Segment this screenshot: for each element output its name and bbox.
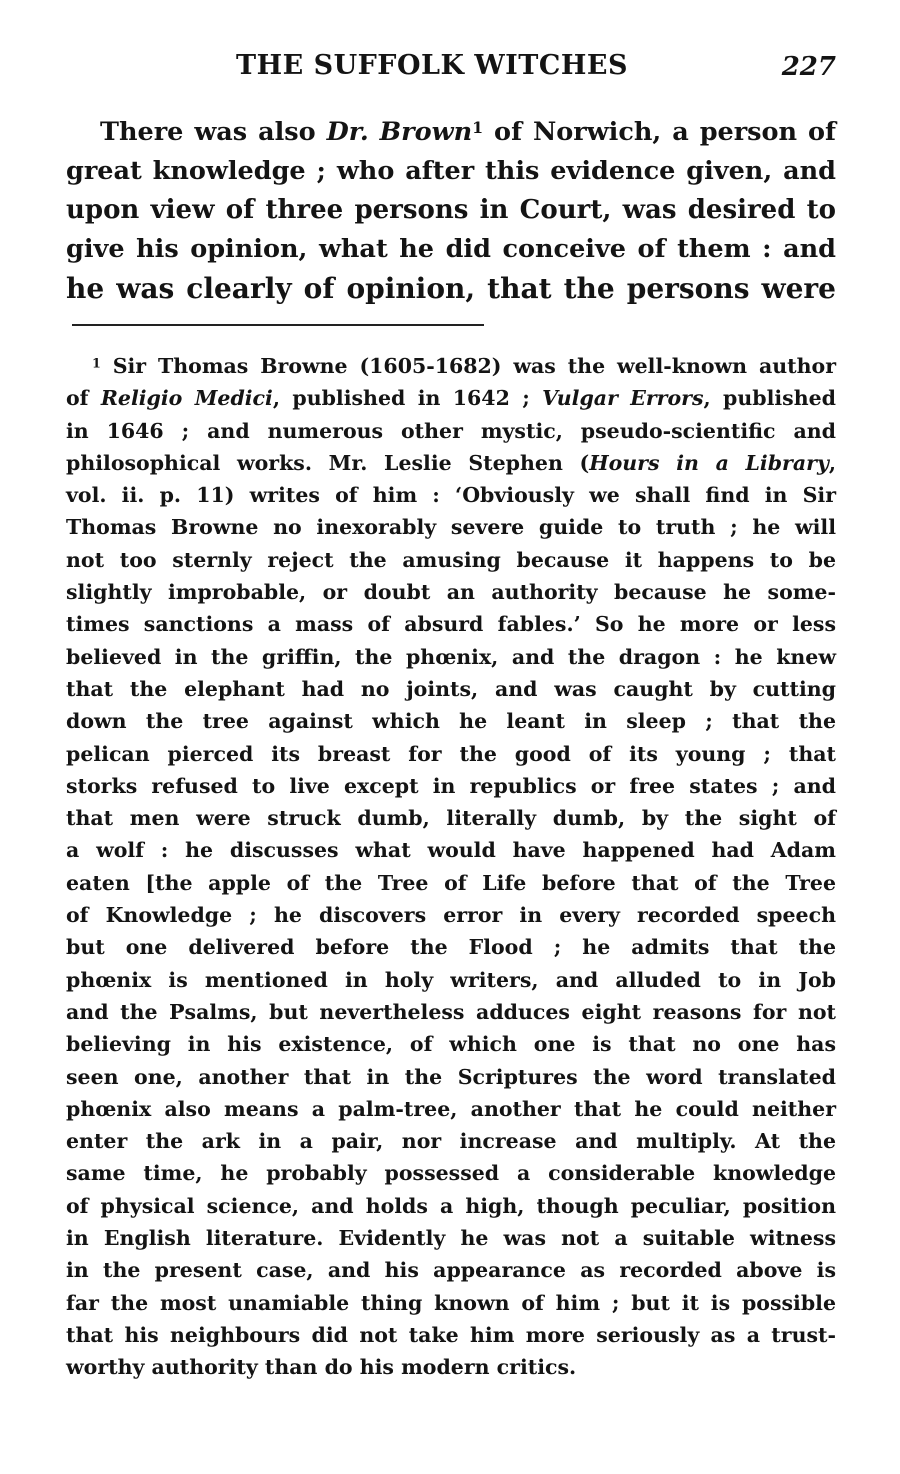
- paragraph-line: upon view of three persons in Court, was desired to: [66, 195, 836, 225]
- footnote-line: of physical science, and holds a high, though peculiar, position: [66, 1193, 836, 1218]
- page-number: 227: [781, 52, 836, 82]
- footnote-line: of Religio Medici, published in 1642 ; Vulgar Errors, published: [66, 386, 836, 411]
- paragraph-line: There was also Dr. Brown$^1$ of Norwich, a person of: [100, 117, 836, 147]
- footnote-line: slightly improbable, or doubt an authority because he some-: [66, 580, 836, 605]
- book-title: Vulgar Errors: [542, 386, 704, 411]
- footnote-line: pelican pierced its breast for the good of its young ; that: [66, 741, 836, 766]
- footnote-line: believed in the griffin, the phœnix, and the dragon : he knew: [66, 644, 836, 669]
- footnote-line: storks refused to live except in republics or free states ; and: [66, 773, 836, 798]
- footnote-line: that his neighbours did not take him more seriously as a trust-: [66, 1322, 836, 1347]
- footnote-line: philosophical works. Mr. Leslie Stephen (Hours in a Library,: [66, 450, 836, 475]
- footnote-line: but one delivered before the Flood ; he admits that the: [66, 935, 836, 960]
- book-title: Hours in a Library: [589, 450, 829, 475]
- main-paragraph: [66, 113, 836, 308]
- footnote-line: $^1$ Sir Thomas Browne (1605-1682) was the well-known author: [92, 354, 836, 378]
- footnote: [66, 350, 836, 1384]
- footnote-line: vol. ii. p. 11) writes of him : ‘Obviously we shall find in Sir: [66, 483, 836, 508]
- footnote-line: and the Psalms, but nevertheless adduces eight reasons for not: [66, 999, 836, 1024]
- person-name: Dr. Brown: [326, 117, 473, 147]
- footnote-line: times sanctions a mass of absurd fables.’ So he more or less: [66, 612, 836, 637]
- footnote-line: eaten [the apple of the Tree of Life before that of the Tree: [66, 870, 836, 895]
- footnote-line: in 1646 ; and numerous other mystic, pseudo-scientific and: [66, 418, 836, 443]
- paragraph-line: give his opinion, what he did conceive of them : and: [66, 234, 836, 264]
- footnote-line: believing in his existence, of which one is that no one has: [66, 1032, 836, 1057]
- footnote-line: that the elephant had no joints, and was caught by cutting: [66, 676, 836, 701]
- footnote-line: down the tree against which he leant in sleep ; that the: [66, 709, 836, 734]
- footnote-line: enter the ark in a pair, nor increase and multiply. At the: [66, 1129, 836, 1154]
- footnote-divider: [72, 324, 484, 326]
- page-header: [66, 50, 836, 90]
- footnote-marker: 1: [92, 355, 101, 371]
- running-title: THE SUFFOLK WITCHES: [236, 50, 628, 81]
- footnote-line: Thomas Browne no inexorably severe guide to truth ; he will: [66, 515, 836, 540]
- footnote-line: in English literature. Evidently he was not a suitable witness: [66, 1226, 836, 1251]
- footnote-line: not too sternly reject the amusing because it happens to be: [66, 547, 836, 572]
- footnote-line: worthy authority than do his modern critics.: [66, 1355, 577, 1380]
- footnote-line: that men were struck dumb, literally dumb, by the sight of: [66, 806, 836, 831]
- book-title: Religio Medici: [100, 386, 273, 411]
- footnote-reference: 1: [472, 117, 484, 137]
- paragraph-line: he was clearly of opinion, that the persons were: [66, 272, 836, 305]
- footnote-line: phœnix also means a palm-tree, another that he could neither: [66, 1096, 836, 1121]
- footnote-line: a wolf : he discusses what would have happened had Adam: [66, 838, 836, 863]
- footnote-line: far the most unamiable thing known of him ; but it is possible: [66, 1290, 836, 1315]
- footnote-line: same time, he probably possessed a considerable knowledge: [66, 1161, 836, 1186]
- footnote-line: of Knowledge ; he discovers error in every recorded speech: [66, 903, 836, 928]
- paragraph-line: great knowledge ; who after this evidence given, and: [66, 156, 836, 186]
- footnote-line: seen one, another that in the Scriptures the word translated: [66, 1064, 836, 1089]
- footnote-line: phœnix is mentioned in holy writers, and alluded to in Job: [66, 967, 836, 992]
- footnote-line: in the present case, and his appearance as recorded above is: [66, 1258, 836, 1283]
